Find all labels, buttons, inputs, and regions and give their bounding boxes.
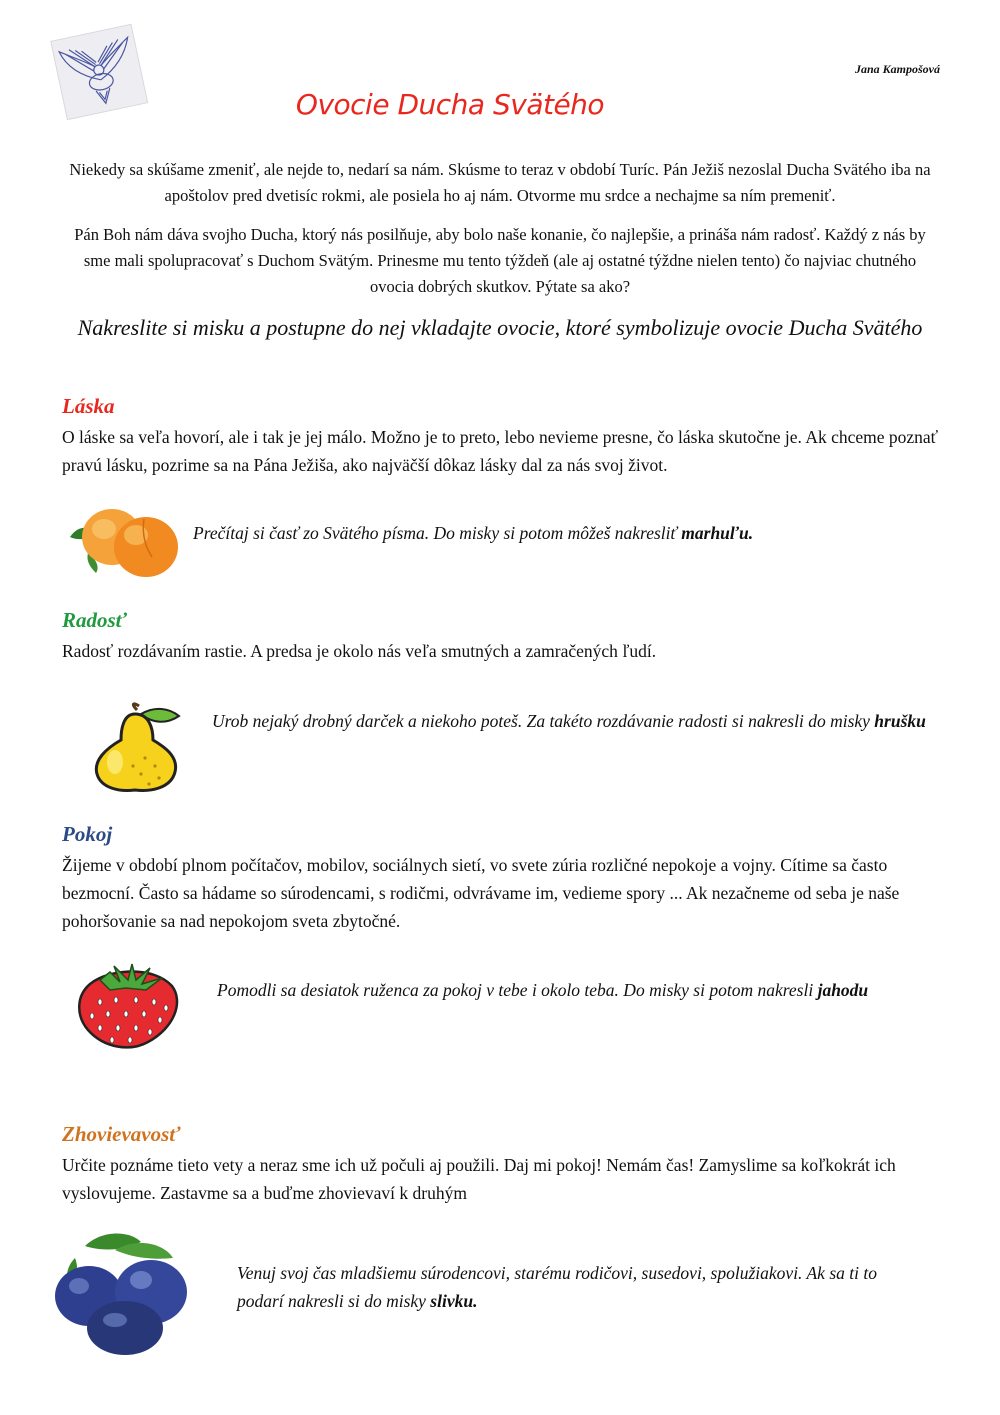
page-title: Ovocie Ducha Svätého [295, 88, 605, 121]
intro-paragraph-2: Pán Boh nám dáva svojho Ducha, ktorý nás posilňuje, aby bolo naše konanie, čo najlepšie, a prináša nám radosť. Každý z nás by sme mali spolupracovať s Duchom Svätým. Prinesme mu tento týždeň (ale aj ostatné týždne nielen tento) čo najviac chutného ovocia dobrých skutkov. Pýtate sa ako? [74, 225, 926, 296]
instruction-text: Nakreslite si misku a postupne do nej vkladajte ovocie, ktoré symbolizuje ovocie Ducha Svätého [77, 315, 923, 340]
strawberry-icon [70, 962, 185, 1052]
plum-icon [45, 1228, 205, 1358]
task-laska: Prečítaj si časť zo Svätého písma. Do misky si potom môžeš nakresliť marhuľu. [193, 523, 754, 543]
section-text-zhovievavost: Určite poznáme tieto vety a neraz sme ich už počuli aj použili. Daj mi pokoj! Nemám čas! Zamyslime sa koľkokrát ich vyslovujeme. Zastavme sa a buďme zhovievaví k druhým [62, 1155, 896, 1203]
fruit-marhula: marhuľu. [681, 523, 754, 543]
fruit-jahoda: jahodu [817, 980, 869, 1000]
apricot-icon [60, 495, 185, 580]
section-text-radost: Radosť rozdávaním rastie. A predsa je okolo nás veľa smutných a zamračených ľudí. [62, 641, 657, 661]
section-text-pokoj: Žijeme v období plnom počítačov, mobilov, sociálnych sietí, vo svete zúria rozličné nepokoje a vojny. Cítime sa často bezmocní. Často sa hádame so súrodencami, s rodičmi, odvrávame im, vedieme spory ... Ak nezačneme od seba je naše pohoršovanie sa nad nepokojom sveta zbytočné. [62, 855, 900, 931]
fruit-hruska: hrušku [874, 711, 926, 731]
intro-paragraph-1: Niekedy sa skúšame zmeniť, ale nejde to, nedarí sa nám. Skúsme to teraz v období Turíc. Pán Ježiš nezoslal Ducha Svätého iba na apoštolov pred dvetisíc rokmi, ale posiela ho aj nám. Otvorme mu srdce a nechajme sa ním premeniť. [69, 160, 931, 205]
heading-laska: Láska [62, 394, 115, 418]
section-text-laska: O láske sa veľa hovorí, ale i tak je jej málo. Možno je to preto, lebo nevieme presne, čo láska skutočne je. Ak chceme poznať pravú lásku, pozrime sa na Pána Ježiša, ako najväčší dôkaz lásky dal za nás svoj život. [62, 427, 939, 475]
fruit-slivka: slivku. [430, 1291, 478, 1311]
task-zhovievavost: Venuj svoj čas mladšiemu súrodencovi, starému rodičovi, susedovi, spolužiakovi. Ak sa ti to podarí nakresli si do misky slivku. [237, 1263, 877, 1311]
heading-zhovievavost: Zhovievavosť [62, 1122, 181, 1146]
heading-pokoj: Pokoj [62, 822, 113, 846]
task-radost: Urob nejaký drobný darček a niekoho poteš. Za takéto rozdávanie radosti si nakresli do misky hrušku [212, 711, 926, 731]
author-name: Jana Kampošová [854, 62, 940, 76]
pear-icon [85, 700, 190, 795]
heading-radost: Radosť [62, 608, 127, 632]
task-pokoj: Pomodli sa desiatok ruženca za pokoj v tebe i okolo teba. Do misky si potom nakresli jahodu [217, 980, 869, 1000]
